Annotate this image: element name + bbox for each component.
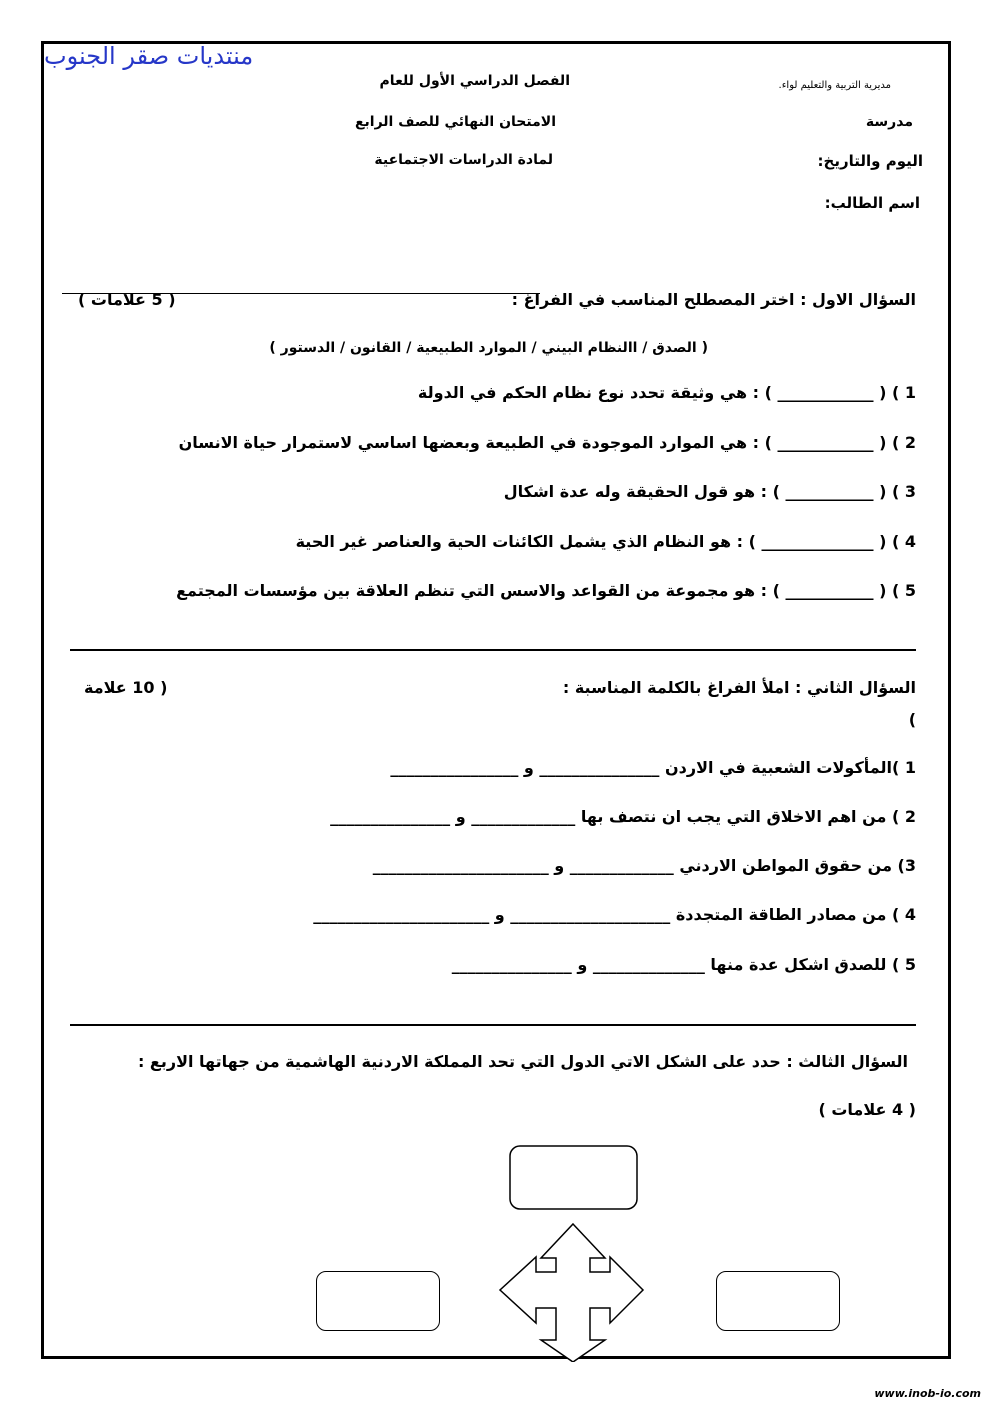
q2-marks: ( 10 علامة xyxy=(84,678,168,697)
west-answer-box[interactable] xyxy=(316,1271,440,1331)
q2-marks-close: ) xyxy=(908,710,916,729)
q2-item-4: 4 ) من مصادر الطاقة المتجددة ____________________ و ______________________ xyxy=(313,905,916,924)
q1-item-4: 4 ) ( ______________ ) : هو النظام الذي يشمل الكائنات الحية والعناصر غير الحية xyxy=(295,532,916,551)
semester-label: الفصل الدراسي الأول للعام xyxy=(379,73,570,89)
q1-item-2: 2 ) ( ____________ ) : هي الموارد الموجودة في الطبيعة وبعضها اساسي لاستمرار حياة الانسان xyxy=(178,433,916,452)
q1-title: السؤال الاول : اختر المصطلح المناسب في الفراغ : xyxy=(511,290,916,309)
q1-item-3: 3 ) ( ___________ ) : هو قول الحقيقة وله عدة اشكال xyxy=(503,482,916,501)
date-label: اليوم والتاريخ: xyxy=(817,152,923,170)
east-answer-box[interactable] xyxy=(716,1271,840,1331)
q2-item-2: 2 ) من اهم الاخلاق التي يجب ان نتصف بها _____________ و _______________ xyxy=(330,807,916,826)
q2-item-3: 3) من حقوق المواطن الاردني _____________ و ______________________ xyxy=(372,856,916,875)
divider-q1-q2 xyxy=(70,649,916,651)
student-name-label: اسم الطالب: xyxy=(824,194,920,212)
divider-q2-q3 xyxy=(70,1024,916,1026)
q2-item-5: 5 ) للصدق اشكل عدة منها ______________ و _______________ xyxy=(451,955,916,974)
q1-item-1: 1 ) ( ____________ ) : هي وثيقة تحدد نوع نظام الحكم في الدولة xyxy=(417,383,916,402)
q3-title: السؤال الثالث : حدد على الشكل الاتي الدول التي تحد المملكة الاردنية الهاشمية من جهاتها الاربع : xyxy=(137,1052,908,1071)
q1-word-bank: ( الصدق / االنظام البيني / الموارد الطبيعية / القانون / الدستور ) xyxy=(269,340,708,356)
q2-item-1: 1 )المأكولات الشعبية في الاردن _______________ و ________________ xyxy=(390,758,916,777)
q2-title: السؤال الثاني : املأ الفراغ بالكلمة المناسبة : xyxy=(562,678,916,697)
q3-marks: ( 4 علامات ) xyxy=(818,1100,916,1119)
exam-title: الامتحان النهائي للصف الرابع xyxy=(354,114,556,130)
directorate-label: مديرية التربية والتعليم لواء. xyxy=(778,80,891,91)
school-label: مدرسة xyxy=(865,114,913,130)
subject-label: لمادة الدراسات الاجتماعية xyxy=(374,152,553,168)
q1-item-5: 5 ) ( ___________ ) : هو مجموعة من القواعد والاسس التي تنظم العلاقة بين مؤسسات المجتمع xyxy=(176,581,916,600)
q1-marks: ( 5 علامات ) xyxy=(78,290,176,309)
watermark-text: منتديات صقر الجنوب xyxy=(44,42,254,70)
footer-url: www.inob-io.com xyxy=(874,1387,981,1400)
